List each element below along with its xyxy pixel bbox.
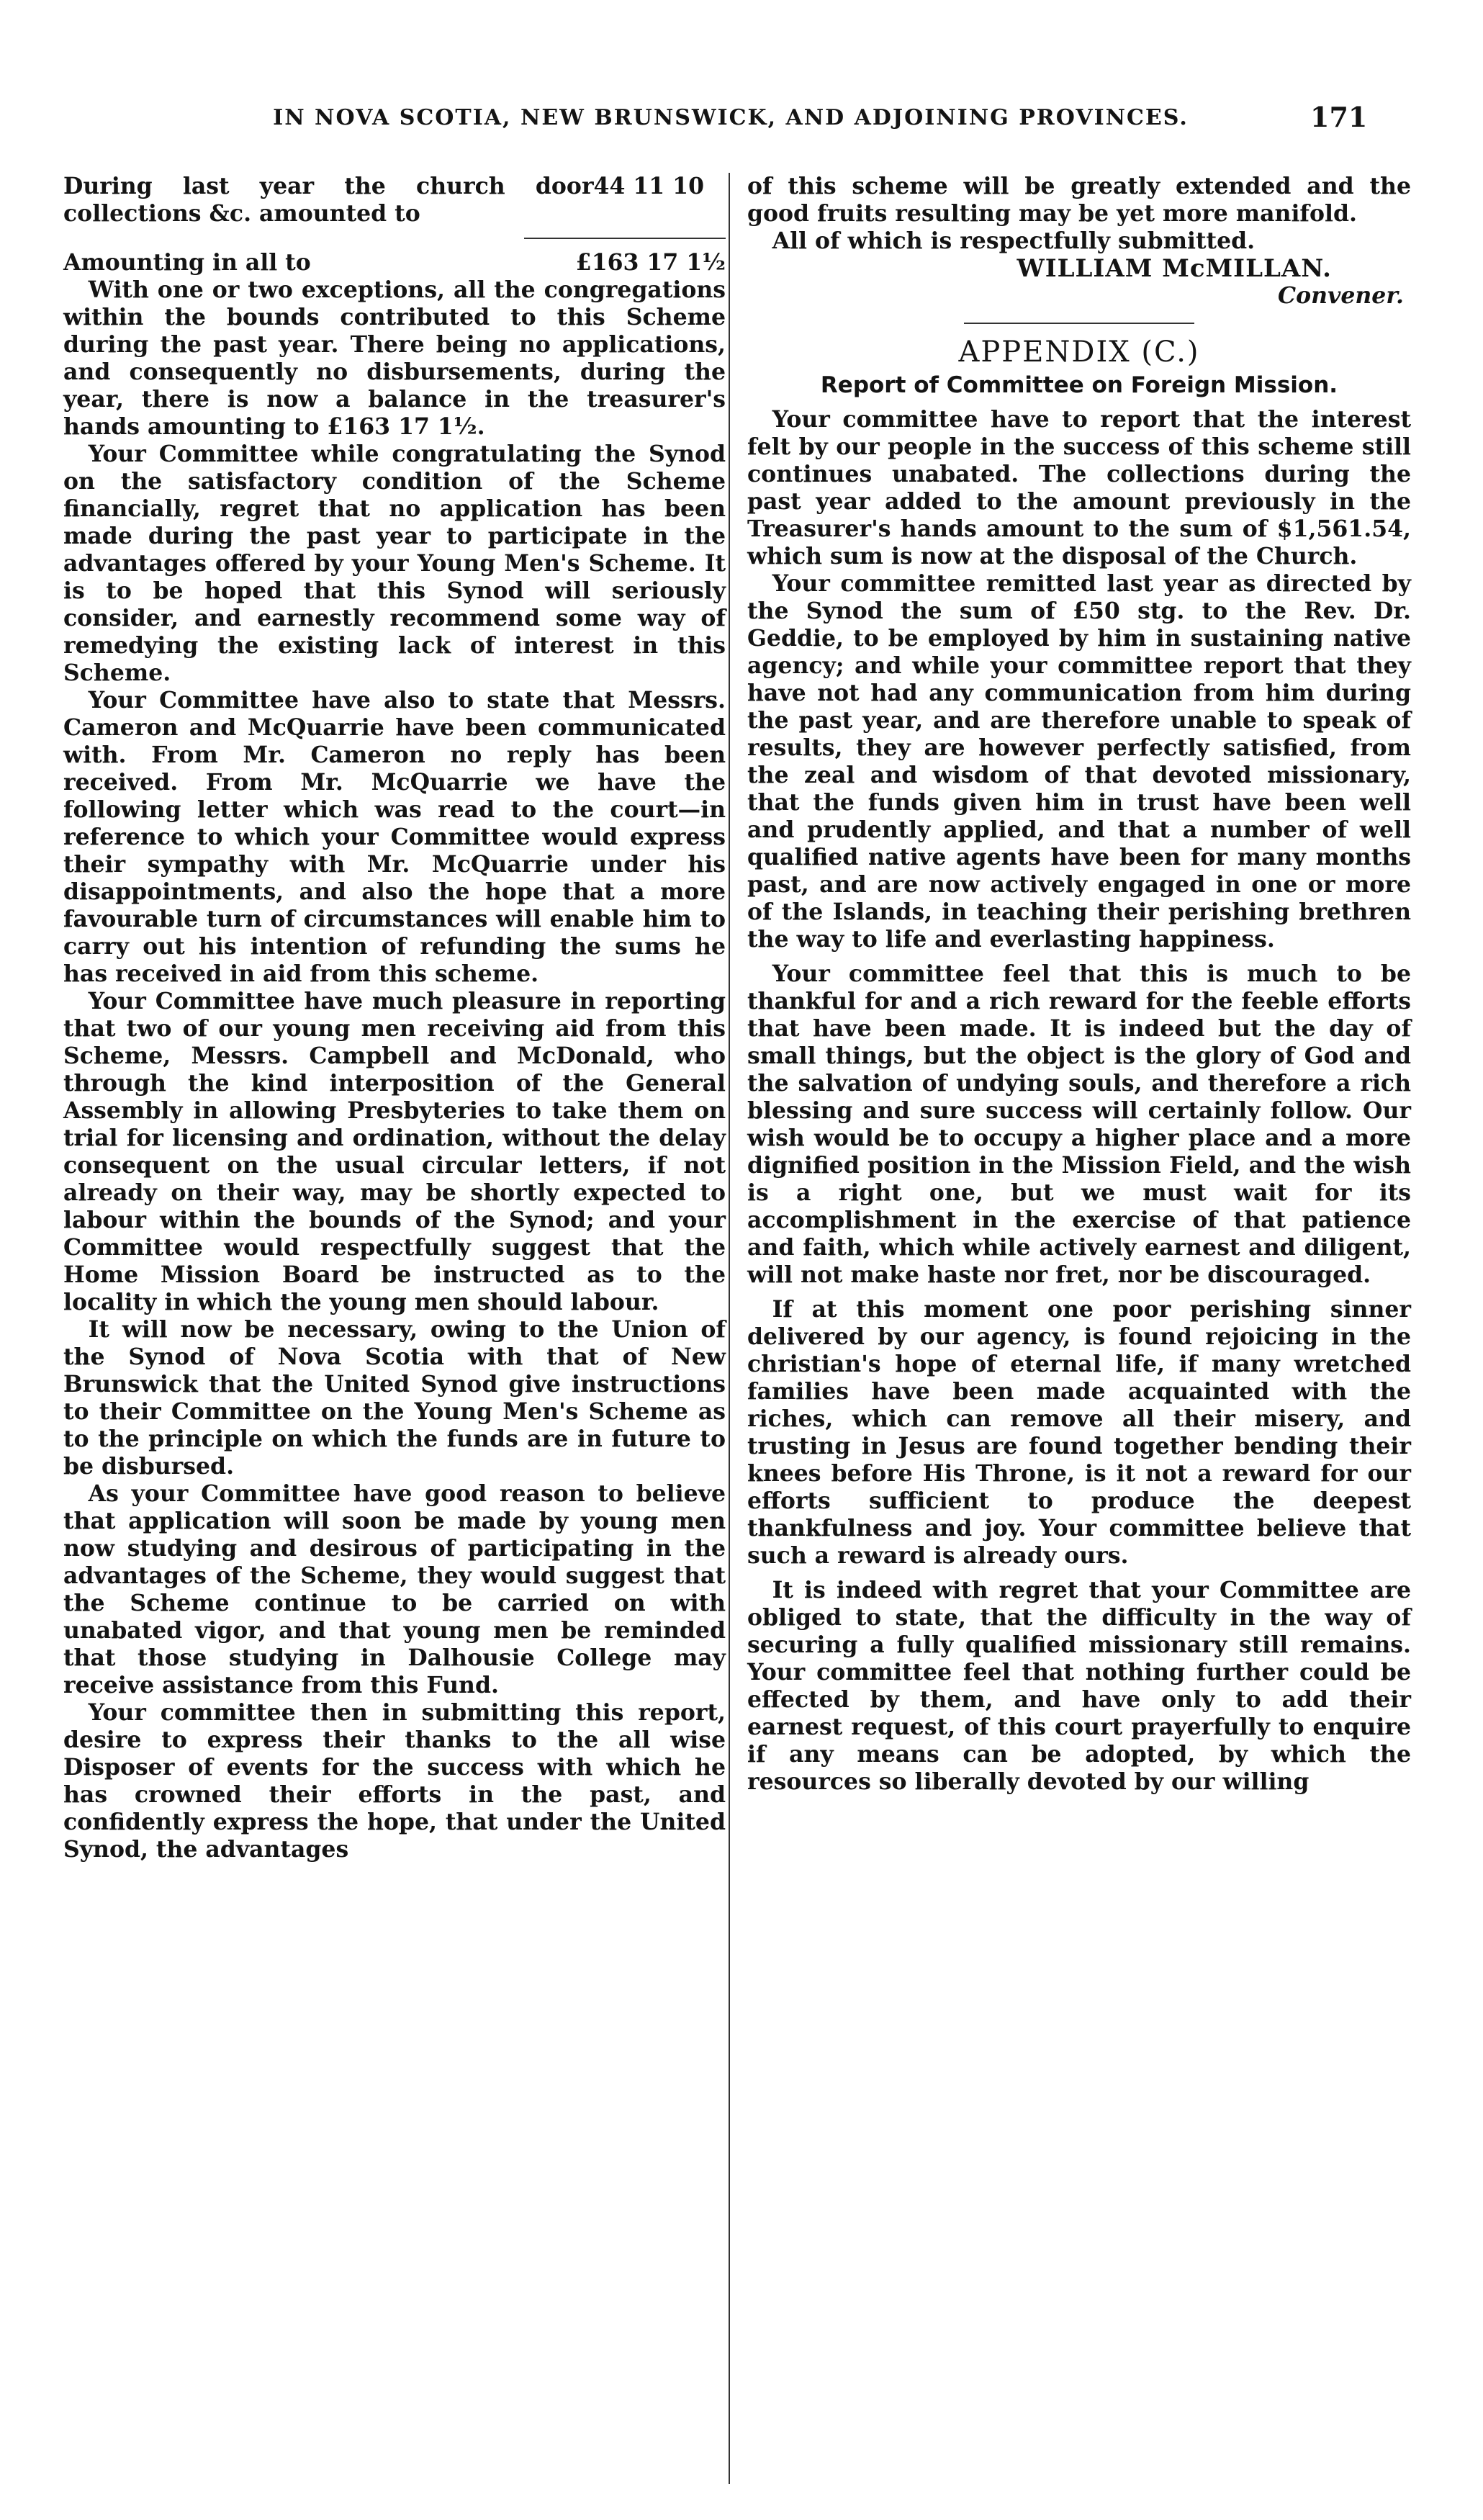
signature-title: Convener.	[1278, 282, 1404, 309]
right-column	[747, 173, 1411, 1796]
paragraph-continuation: of this scheme will be greatly extended and the good fruits resulting may be yet more manifold.	[747, 173, 1411, 227]
paragraph: It is indeed with regret that your Committee are obliged to state, that the difficulty in the way of securing a fully qualified missionary still remains. Your committee feel that nothing further could be effected by them, and have only to add their earnest request, of this court prayerfully to enquire if any means can be adopted, by which the resources so liberally devoted by our willing	[747, 1577, 1411, 1795]
ledger-total-amount: £163 17 1½	[575, 249, 726, 276]
paragraph: If at this moment one poor perishing sinner delivered by our agency, is found rejoicing in the christian's hope of eternal life, if many wretched families have been made acquainted with the riches, which can remove all their misery, and trusting in Jesus are found together bending their knees before His Throne, is it not a reward for our efforts sufficient to produce the deepest thankfulness and joy. Your committee believe that such a reward is already ours.	[747, 1296, 1411, 1569]
report-title: Report of Committee on Foreign Mission.	[820, 372, 1338, 398]
page-number: 171	[1310, 101, 1368, 133]
signature-name: WILLIAM McMILLAN.	[1017, 254, 1332, 283]
paragraph: Your Committee have much pleasure in reporting that two of our young men receiving aid from this Scheme, Messrs. Campbell and McDonald, who through the kind interposition of the General Assembly in allowing Presbyteries to take them on trial for licensing and ordination, without the delay consequent on the usual circular letters, if not already on their way, may be shortly expected to labour within the bounds of the Synod; and your Committee would respectfully suggest that the Home Mission Board be instructed as to the locality in which the young men should labour.	[63, 988, 726, 1315]
paragraph: Your committee have to report that the interest felt by our people in the success of this scheme still continues unabated. The collections during the past year added to the amount previously in the Treasurer's hands amount to the sum of $1,561.54, which sum is now at the disposal of the Church.	[747, 406, 1411, 570]
appendix-heading: APPENDIX (C.)	[958, 336, 1200, 369]
column-divider	[729, 173, 730, 2484]
ledger-total-label: Amounting in all to	[63, 249, 311, 276]
ledger-line-total	[63, 249, 726, 276]
paragraph: With one or two exceptions, all the congregations within the bounds contributed to this Scheme during the past year. There being no applications, and consequently no disbursements, during the year, there is now a balance in the treasurer's hands amounting to £163 17 1½.	[63, 276, 726, 440]
ledger-line-collections	[63, 173, 726, 228]
paragraph: It will now be necessary, owing to the Union of the Synod of Nova Scotia with that of New Brunswick that the United Synod give instructions to their Committee on the Young Men's Scheme as to the principle on which the funds are in future to be disbursed.	[63, 1316, 726, 1480]
ledger-amount: 44 11 10	[593, 173, 704, 199]
paragraph: Your Committee have also to state that Messrs. Cameron and McQuarrie have been communicated with. From Mr. Cameron no reply has been received. From Mr. McQuarrie we have the following letter which was read to the court—in reference to which your Committee would express their sympathy with Mr. McQuarrie under his disappointments, and also the hope that a more favourable turn of circumstances will enable him to carry out his intention of refunding the sums he has received in aid from this scheme.	[63, 687, 726, 987]
paragraph: As your Committee have good reason to believe that application will soon be made by young men now studying and desirous of participating in the advantages of the Scheme, they would suggest that the Scheme continue to be carried on with unabated vigor, and that young men be reminded that those studying in Dalhousie College may receive assistance from this Fund.	[63, 1480, 726, 1698]
section-rule	[964, 323, 1194, 324]
running-head: IN NOVA SCOTIA, NEW BRUNSWICK, AND ADJOINING PROVINCES.	[273, 105, 1189, 130]
ledger-label: During last year the church door collections &c. amounted to	[63, 173, 594, 227]
paragraph: Your committee then in submitting this report, desire to express their thanks to the all wise Disposer of events for the success with which he has crowned their efforts in the past, and confidently express the hope, that under the United Synod, the advantages	[63, 1699, 726, 1863]
submission-line: All of which is respectfully submitted.	[772, 228, 1256, 254]
paragraph: Your committee remitted last year as directed by the Synod the sum of £50 stg. to the Rev. Dr. Geddie, to be employed by him in sustaining native agency; and while your committee report that they have not had any communication from him during the past year, and are therefore unable to speak of results, they are however perfectly satisfied, from the zeal and wisdom of that devoted missionary, that the funds given him in trust have been well and prudently applied, and that a number of well qualified native agents have been for many months past, and are now actively engaged in one or more of the Islands, in teaching their perishing brethren the way to life and everlasting happiness.	[747, 570, 1411, 953]
paragraph: Your Committee while congratulating the Synod on the satisfactory condition of the Scheme financially, regret that no application has been made during the past year to participate in the advantages offered by your Young Men's Scheme. It is to be hoped that this Synod will seriously consider, and earnestly recommend some way of remedying the existing lack of interest in this Scheme.	[63, 441, 726, 686]
paragraph: Your committee feel that this is much to be thankful for and a rich reward for the feeble efforts that have been made. It is indeed but the day of small things, but the object is the glory of God and the salvation of undying souls, and therefore a rich blessing and sure success will certainly follow. Our wish would be to occupy a higher place and a more dignified position in the Mission Field, and the wish is a right one, but we must wait for its accomplishment in the exercise of that patience and faith, which while actively earnest and diligent, will not make haste nor fret, nor be discouraged.	[747, 960, 1411, 1288]
left-column	[63, 173, 726, 1863]
sum-rule	[524, 238, 726, 239]
